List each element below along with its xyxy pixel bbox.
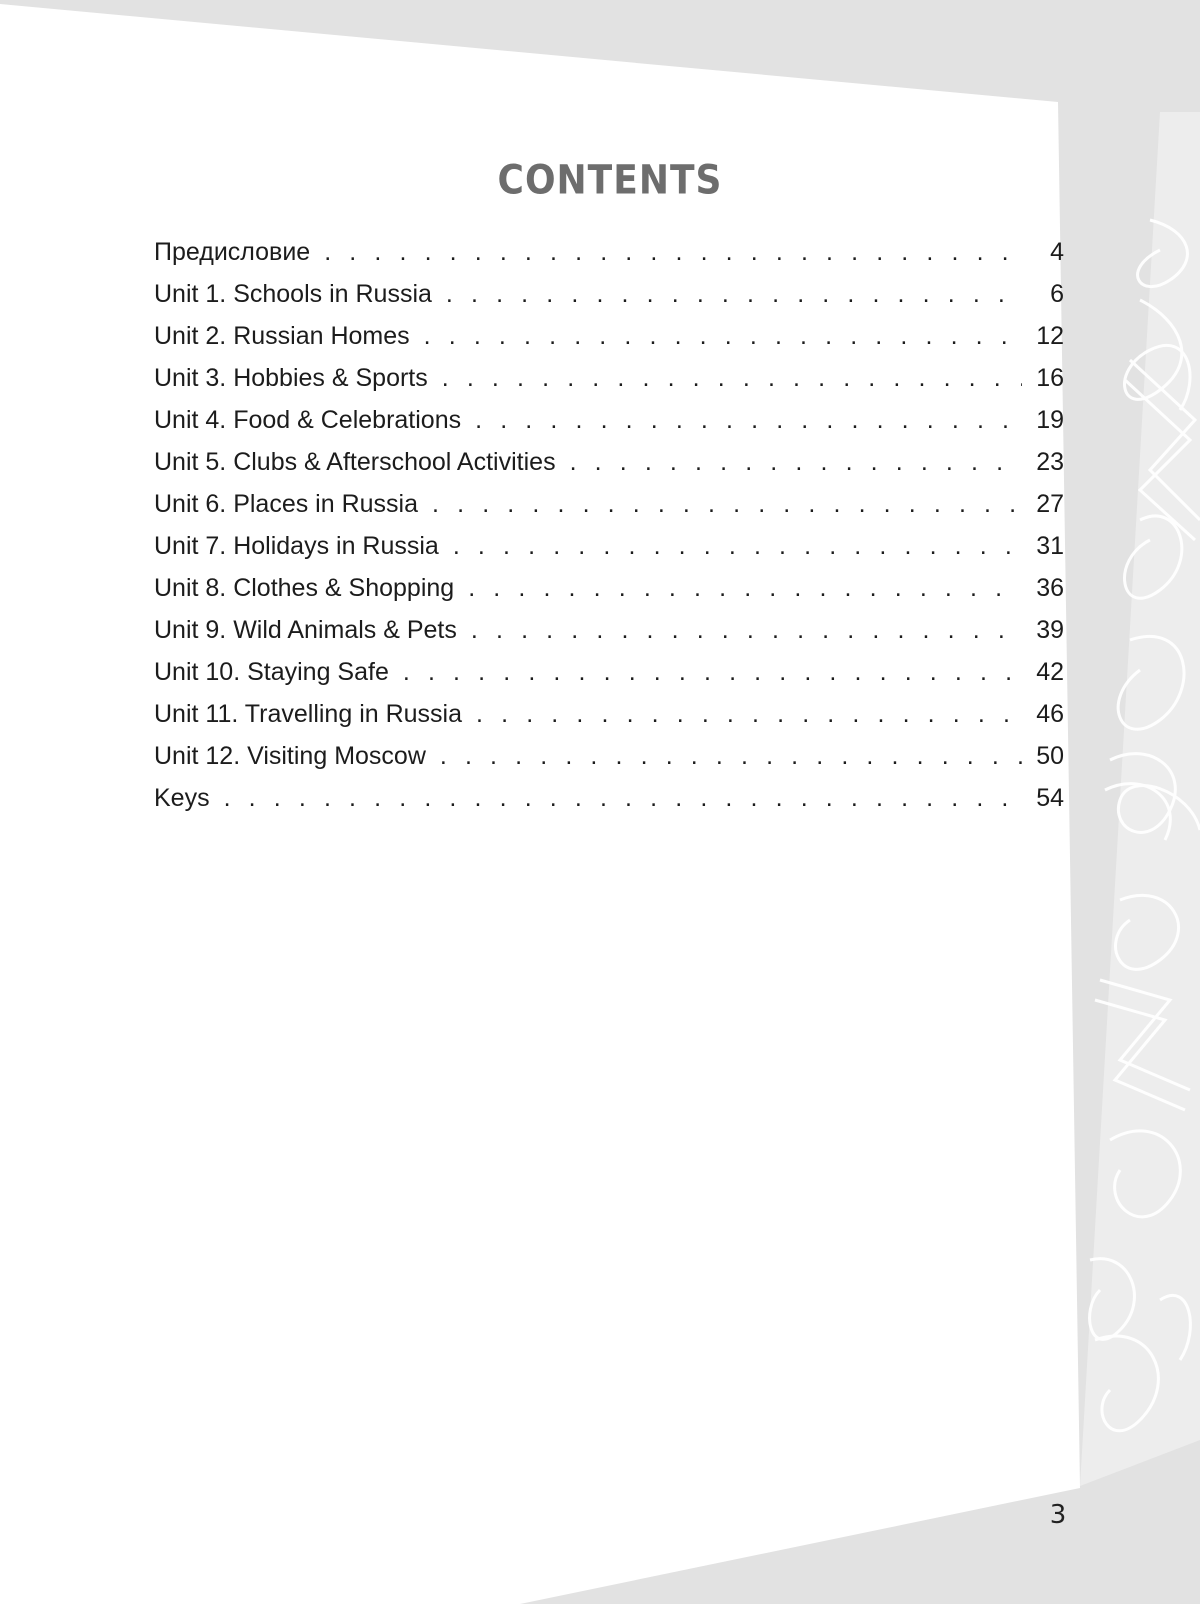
toc-dot-leader (475, 406, 1022, 435)
toc-entry-label: Unit 11. Travelling in Russia (154, 700, 463, 728)
toc-dot-leader (446, 280, 1022, 309)
toc-entry[interactable] (154, 364, 1064, 406)
toc-entry[interactable] (154, 448, 1064, 490)
toc-entry[interactable] (154, 574, 1064, 616)
toc-entry[interactable] (154, 280, 1064, 322)
toc-entry-label: Unit 9. Wild Animals & Pets (154, 616, 457, 644)
toc-entry-page: 31 (1036, 532, 1064, 560)
toc-entry[interactable] (154, 532, 1064, 574)
toc-entry-page: 6 (1050, 280, 1064, 308)
toc-entry-page: 50 (1036, 742, 1064, 770)
toc-entry-page: 12 (1036, 322, 1064, 350)
toc-dot-leader (468, 574, 1022, 603)
toc-dot-leader (453, 532, 1022, 561)
toc-dot-leader (324, 238, 1022, 267)
toc-entry-label: Unit 7. Holidays in Russia (154, 532, 439, 560)
toc-dot-leader (440, 742, 1022, 771)
toc-entry-label: Unit 5. Clubs & Afterschool Activities (154, 448, 556, 476)
toc-dot-leader (403, 658, 1022, 687)
toc-entry-label: Unit 6. Places in Russia (154, 490, 419, 518)
toc-entry-label: Предисловие (154, 238, 311, 266)
toc-dot-leader (570, 448, 1022, 477)
toc-entry-page: 4 (1050, 238, 1064, 266)
page-number: 3 (1049, 1500, 1067, 1530)
toc-entry[interactable] (154, 742, 1064, 784)
toc-entry-label: Unit 12. Visiting Moscow (154, 742, 426, 770)
toc-entry-page: 42 (1036, 658, 1064, 686)
toc-entry-page: 39 (1036, 616, 1064, 644)
toc-entry-label: Unit 3. Hobbies & Sports (154, 364, 428, 392)
table-of-contents (154, 238, 1064, 826)
toc-dot-leader (424, 322, 1022, 351)
toc-entry[interactable] (154, 322, 1064, 364)
toc-entry[interactable] (154, 238, 1064, 280)
toc-entry-page: 36 (1036, 574, 1064, 602)
toc-entry-page: 46 (1036, 700, 1064, 728)
toc-entry[interactable] (154, 616, 1064, 658)
toc-entry-page: 27 (1036, 490, 1064, 518)
toc-dot-leader (442, 364, 1022, 393)
toc-entry-page: 16 (1036, 364, 1064, 392)
toc-dot-leader (432, 490, 1022, 519)
toc-entry-label: Unit 4. Food & Celebrations (154, 406, 462, 434)
toc-dot-leader (224, 784, 1022, 813)
toc-entry[interactable] (154, 700, 1064, 742)
toc-entry-page: 54 (1036, 784, 1064, 812)
toc-entry[interactable] (154, 490, 1064, 532)
toc-entry[interactable] (154, 784, 1064, 826)
toc-entry-label: Keys (154, 784, 210, 812)
toc-entry-label: Unit 8. Clothes & Shopping (154, 574, 455, 602)
toc-entry-label: Unit 2. Russian Homes (154, 322, 410, 350)
toc-entry-page: 23 (1036, 448, 1064, 476)
toc-entry-label: Unit 1. Schools in Russia (154, 280, 432, 308)
toc-dot-leader (476, 700, 1022, 729)
toc-entry[interactable] (154, 406, 1064, 448)
toc-entry-label: Unit 10. Staying Safe (154, 658, 389, 686)
toc-entry[interactable] (154, 658, 1064, 700)
toc-entry-page: 19 (1036, 406, 1064, 434)
contents-title: CONTENTS (497, 157, 723, 204)
toc-dot-leader (471, 616, 1022, 645)
